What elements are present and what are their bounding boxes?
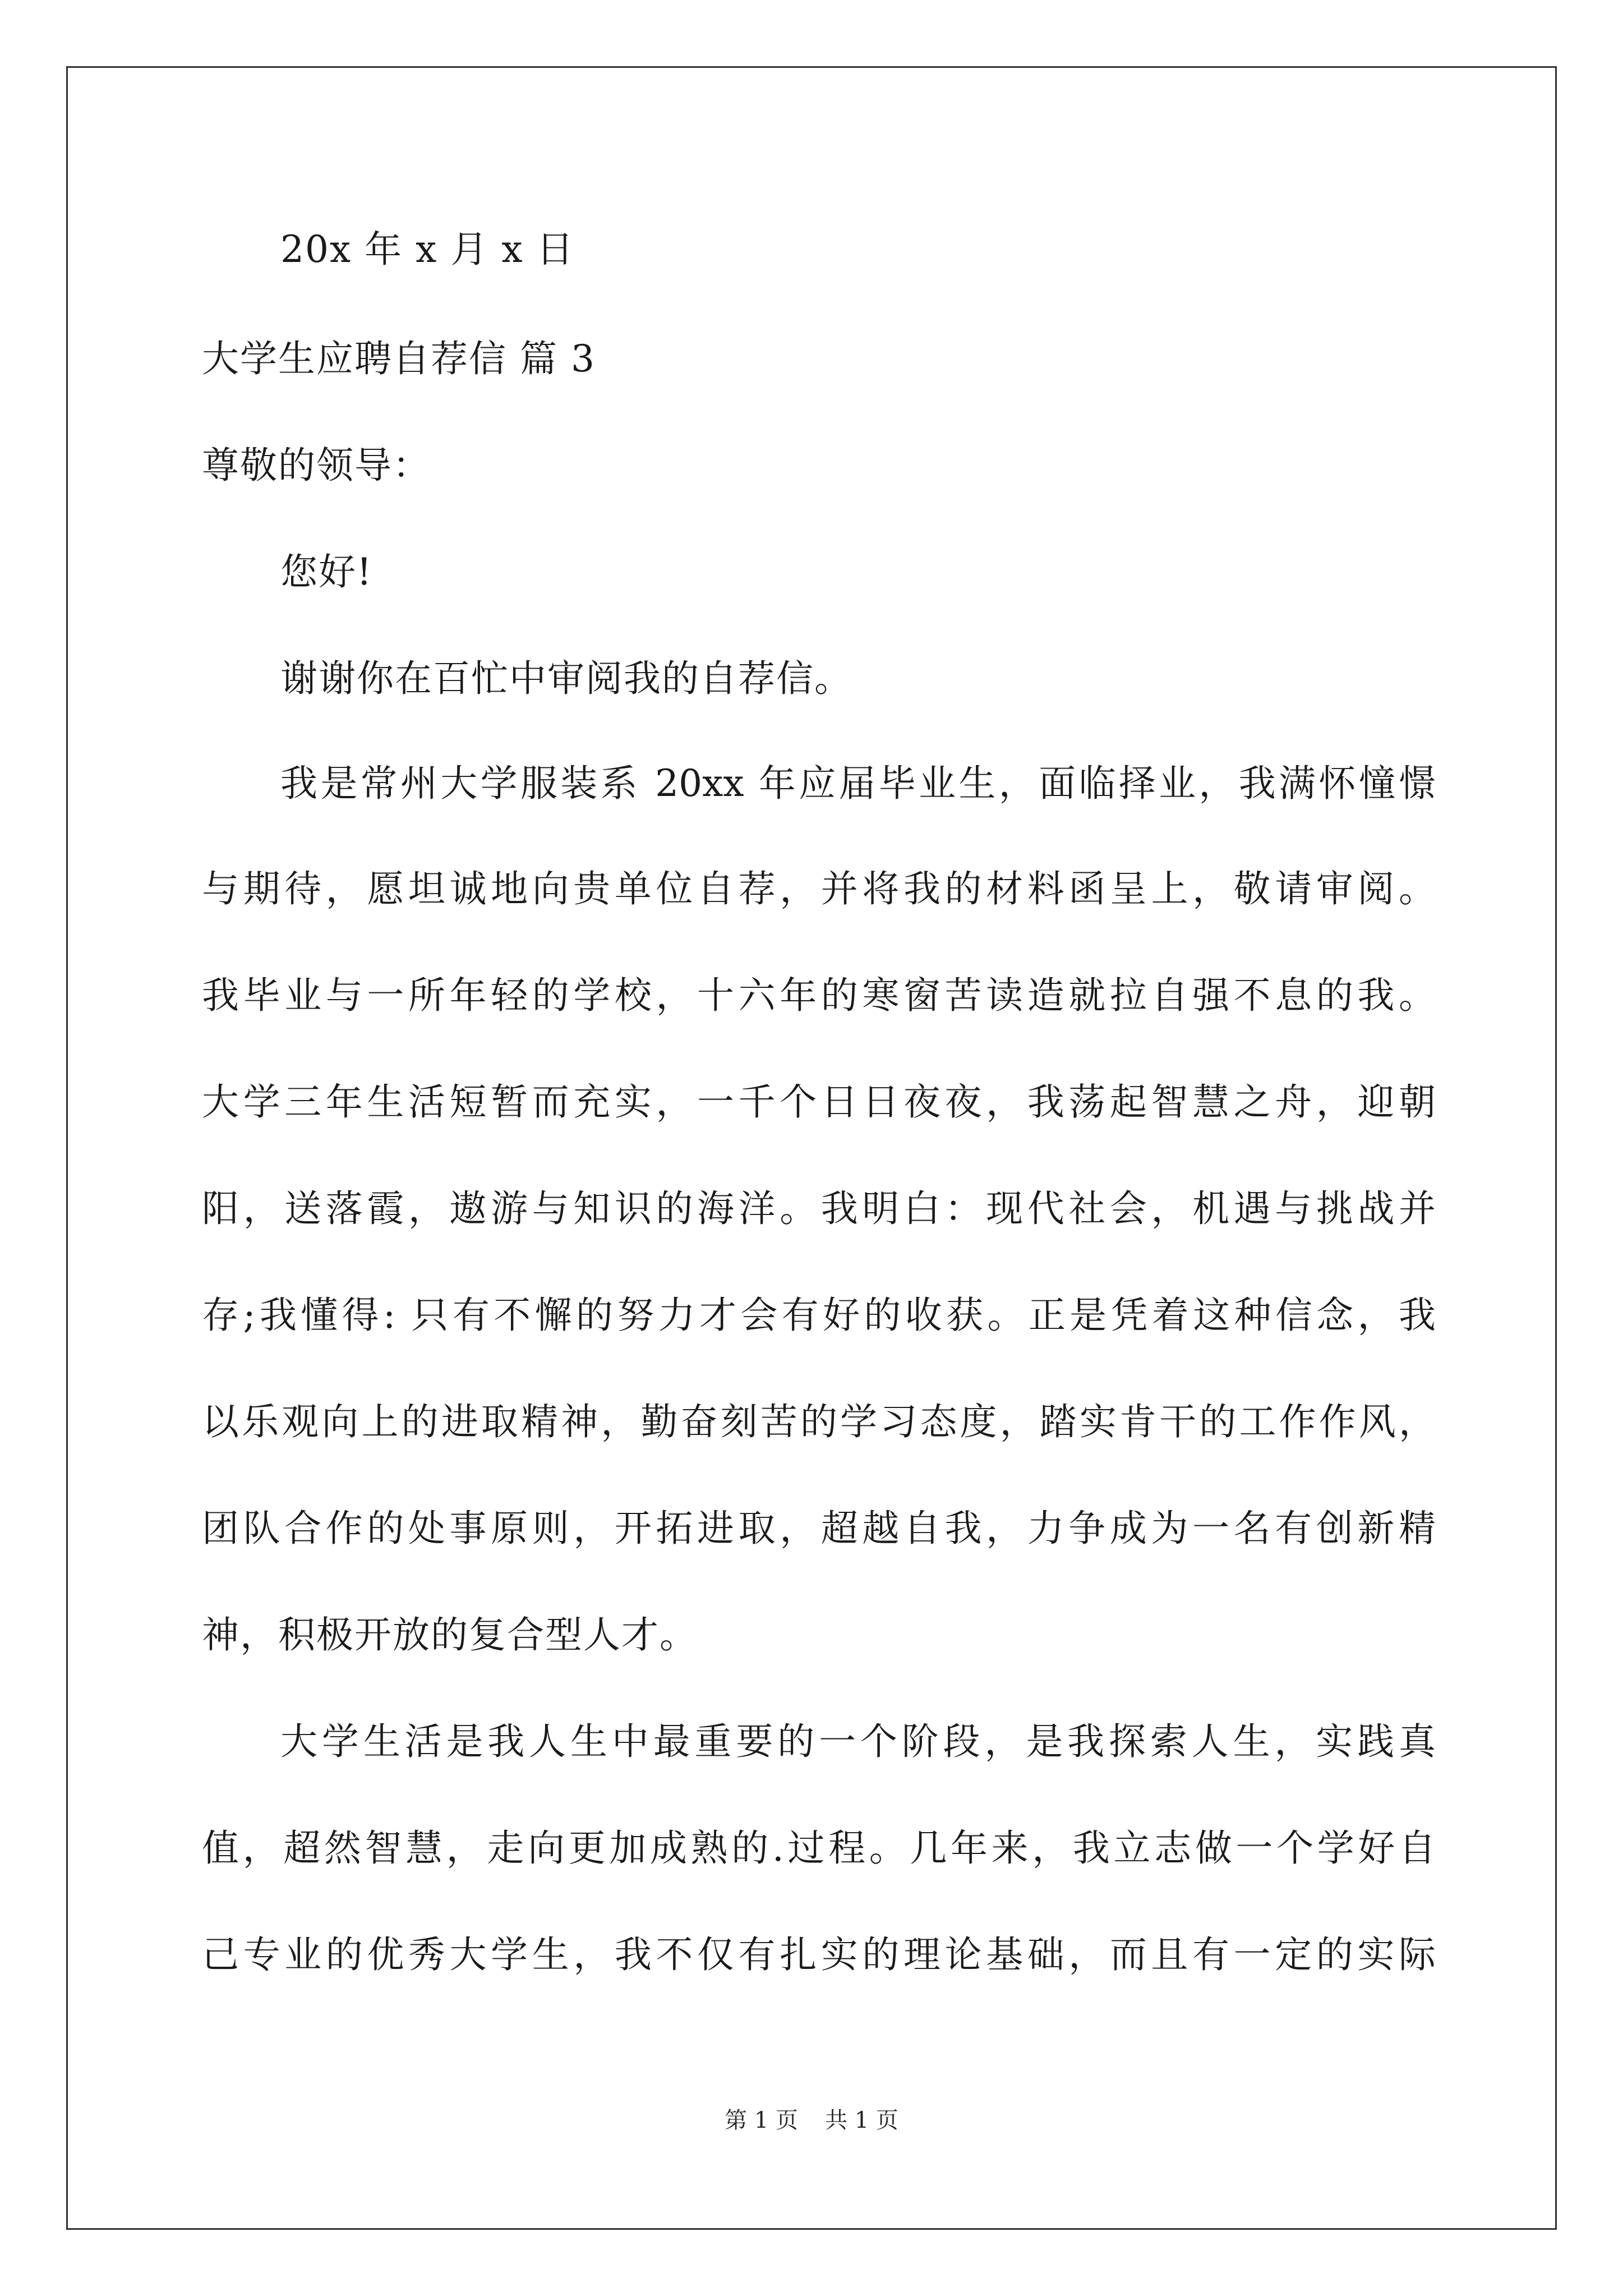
body-line: 大学生活是我人生中最重要的一个阶段，是我探索人生，实践真: [280, 1720, 1436, 1763]
body-line: 神，积极开放的复合型人才。: [202, 1613, 698, 1657]
body-line: 阳，送落霞，遨游与知识的海洋。我明白：现代社会，机遇与挑战并: [202, 1187, 1436, 1230]
page-total: 共 1 页: [825, 2108, 898, 2133]
letter-title: 大学生应聘自荐信 篇 3: [202, 337, 596, 380]
body-line: 与期待，愿坦诚地向贵单位自荐，并将我的材料函呈上，敬请审阅。: [202, 867, 1436, 910]
date-line: 20x 年 x 月 x 日: [280, 228, 575, 271]
greeting: 您好!: [280, 550, 373, 593]
body-line: 己专业的优秀大学生，我不仅有扎实的理论基础，而且有一定的实际: [202, 1933, 1436, 1976]
body-line: 存;我懂得: 只有不懈的努力才会有好的收获。正是凭着这种信念，我: [202, 1294, 1436, 1337]
salutation: 尊敬的领导：: [202, 444, 431, 487]
body-line: 谢谢你在百忙中审阅我的自荐信。: [280, 657, 852, 700]
body-line: 以乐观向上的进取精神，勤奋刻苦的学习态度，踏实肯干的工作作风，: [202, 1400, 1436, 1443]
body-line: 团队合作的处事原则，开拓进取，超越自我，力争成为一名有创新精: [202, 1507, 1436, 1550]
body-line: 值，超然智慧，走向更加成熟的.过程。几年来，我立志做一个学好自: [202, 1826, 1436, 1870]
body-line: 我是常州大学服装系 20xx 年应届毕业生，面临择业，我满怀憧憬: [280, 762, 1436, 805]
page-number: 第 1 页: [725, 2108, 798, 2133]
page-border: [66, 66, 1557, 2230]
body-line: 大学三年生活短暂而充实，一千个日日夜夜，我荡起智慧之舟，迎朝: [202, 1080, 1436, 1124]
page-footer: [0, 2106, 1623, 2134]
body-line: 我毕业与一所年轻的学校，十六年的寒窗苦读造就拉自强不息的我。: [202, 974, 1436, 1017]
